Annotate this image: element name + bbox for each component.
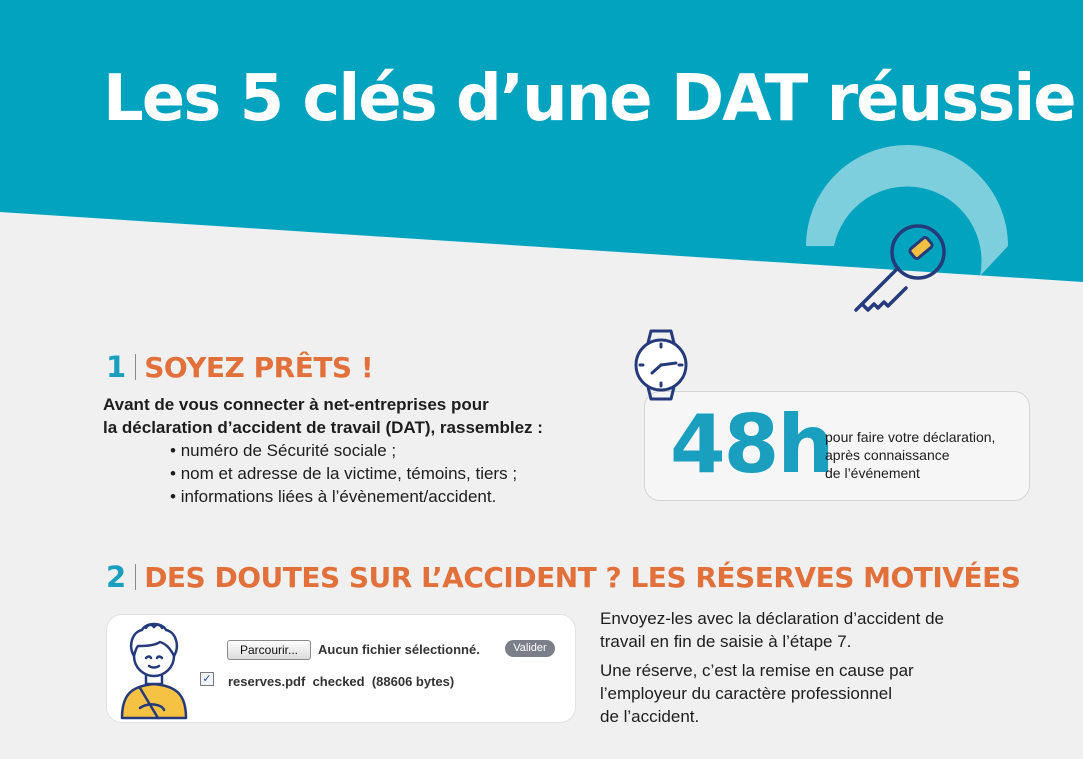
text-line: l’employeur du caractère professionnel [600,684,892,703]
validate-button[interactable]: Valider [505,640,555,657]
file-checkbox[interactable]: ✓ [200,672,214,686]
person-icon [118,620,190,720]
list-item: • numéro de Sécurité sociale ; [170,439,517,462]
section1-heading [106,350,373,384]
section1-intro [103,393,543,439]
uploaded-file-line [228,674,454,689]
no-file-label: Aucun fichier sélectionné. [318,642,480,657]
file-size: (88606 bytes) [371,674,455,689]
section2-title: DES DOUTES SUR L’ACCIDENT ? LES RÉSERVES MOTIVÉES [144,560,1021,594]
deadline-value: 48h [670,398,833,491]
section1-number: 1 [106,350,127,384]
list-item: • informations liées à l’évènement/accident. [170,485,517,508]
section2-paragraph [600,659,944,728]
section1-intro-line: Avant de vous connecter à net-entreprises pour [103,395,489,414]
deadline-caption-line: de l’événement [825,465,920,481]
deadline-caption [825,428,995,482]
text-line: Envoyez-les avec la déclaration d’accident de [600,609,944,628]
file-status: checked [312,674,365,689]
section2-number: 2 [106,560,127,594]
page-title: Les 5 clés d’une DAT réussie [103,62,1075,136]
section1-divider [135,354,136,380]
deadline-caption-line: après connaissance [825,447,950,463]
section1-title: SOYEZ PRÊTS ! [144,350,374,384]
text-line: Une réserve, c’est la remise en cause par [600,661,914,680]
section2-divider [135,564,136,590]
text-line: de l’accident. [600,707,700,726]
section2-text [600,607,944,728]
browse-button[interactable]: Parcourir... [227,640,311,660]
list-item: • nom et adresse de la victime, témoins, tiers ; [170,462,517,485]
file-name: reserves.pdf [228,674,306,689]
deadline-caption-line: pour faire votre déclaration, [825,429,996,445]
text-line: travail en fin de saisie à l’étape 7. [600,632,852,651]
section1-intro-line: la déclaration d’accident de travail (DAT), rassemblez : [103,418,543,437]
requirements-list [170,439,517,508]
key-icon [840,218,960,323]
section2-heading [106,560,1020,594]
section2-paragraph [600,607,944,653]
watch-icon [628,325,694,405]
